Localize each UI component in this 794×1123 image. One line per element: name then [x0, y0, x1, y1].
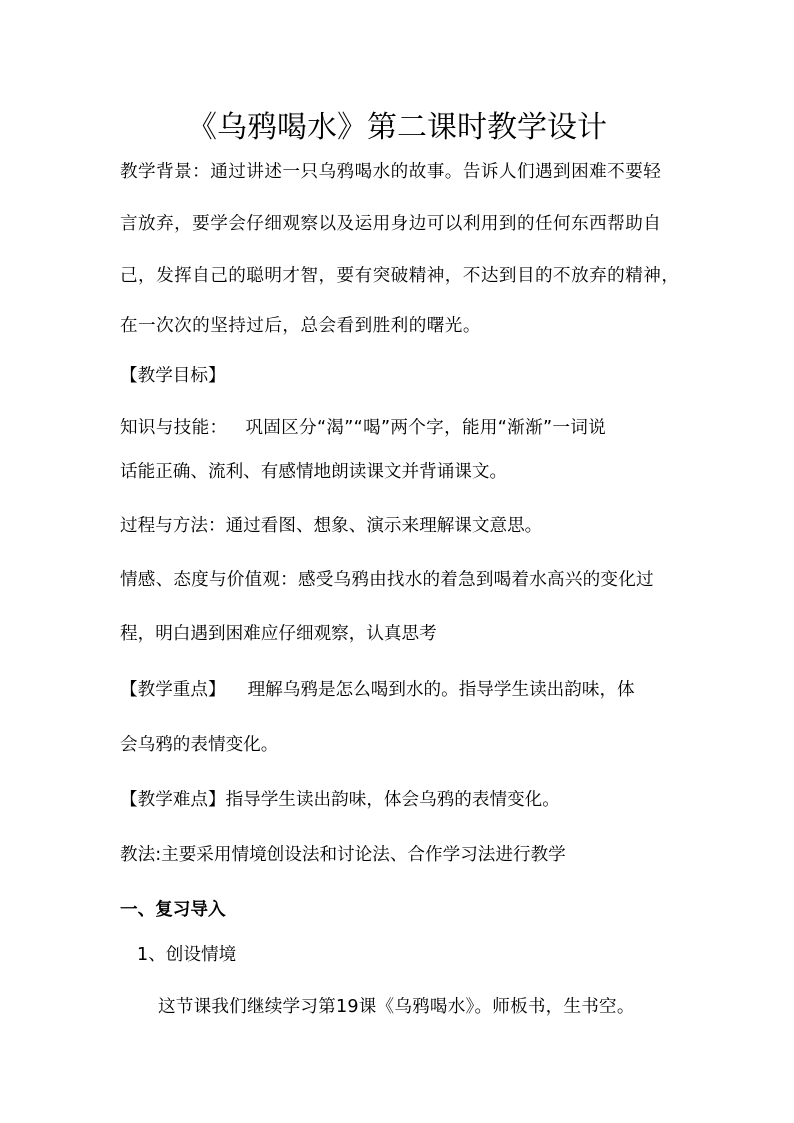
process-line: 过程与方法：通过看图、想象、演示来理解课文意思。 [120, 516, 543, 536]
emotion-line-1: 情感、态度与价值观：感受乌鸦由找水的着急到喝着水高兴的变化过 [120, 570, 654, 590]
key-point-label: 【教学重点】 [120, 680, 226, 700]
document-title: 《乌鸦喝水》第二课时教学设计 [187, 110, 607, 145]
body-paragraph: 这节课我们继续学习第19课《乌鸦喝水》。师板书，生书空。 [158, 997, 635, 1017]
background-line-2: 言放弃，要学会仔细观察以及运用身边可以利用到的任何东西帮助自 [120, 214, 662, 234]
background-line-1: 教学背景：通过讲述一只乌鸦喝水的故事。告诉人们遇到困难不要轻 [120, 162, 662, 182]
background-line-4: 在一次次的坚持过后，总会看到胜利的曙光。 [120, 316, 481, 336]
knowledge-label: 知识与技能： [120, 418, 228, 438]
key-point-text: 理解乌鸦是怎么喝到水的。指导学生读出韵味，体 [247, 680, 635, 700]
key-point-line-1 [120, 678, 635, 702]
knowledge-line-2: 话能正确、流利、有感情地朗读课文并背诵课文。 [120, 462, 508, 482]
knowledge-line-1 [120, 416, 606, 440]
subsection-heading: 1、创设情境 [137, 945, 237, 965]
difficulty-line: 【教学难点】指导学生读出韵味，体会乌鸦的表情变化。 [120, 790, 560, 810]
goals-heading: 【教学目标】 [120, 366, 226, 386]
knowledge-text: 巩固区分“渴”“喝”两个字，能用“渐渐”一词说 [245, 418, 607, 438]
emotion-line-2: 程，明白遇到困难应仔细观察，认真思考 [120, 624, 437, 644]
method-line: 教法:主要采用情境创设法和讨论法、合作学习法进行教学 [120, 845, 566, 865]
section-heading: 一、复习导入 [120, 900, 226, 920]
background-line-3: 己，发挥自己的聪明才智，要有突破精神，不达到目的不放弃的精神， [120, 266, 680, 286]
key-point-line-2: 会乌鸦的表情变化。 [120, 735, 279, 755]
